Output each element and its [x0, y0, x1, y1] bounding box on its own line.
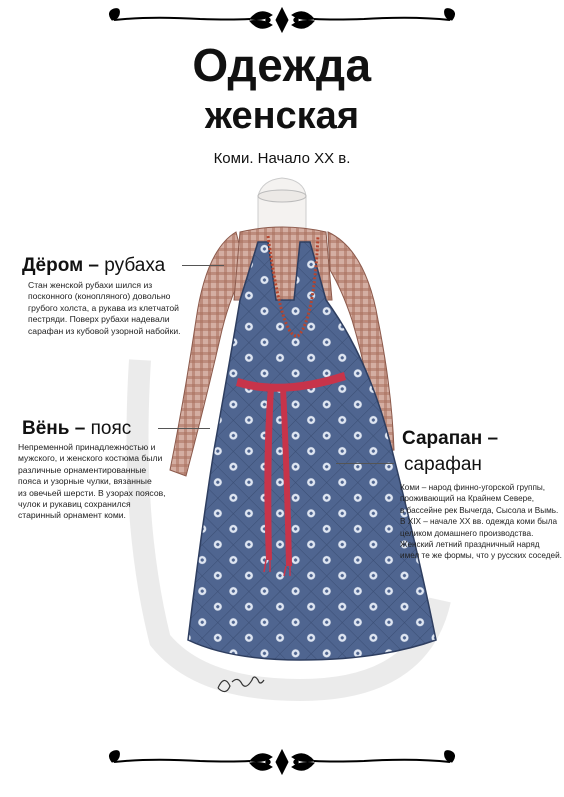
section-sarapan-heading [402, 428, 498, 450]
description-line: Коми – народ финно-угорской группы, [400, 483, 546, 492]
bottom-ornament-icon [109, 750, 454, 774]
description-line: Женский летний праздничный наряд [400, 540, 540, 550]
pointer-line-sarapan [336, 463, 394, 464]
description-line: грубого холста, а рукава из клетчатой [28, 302, 179, 313]
section-derom-meaning: рубаха [104, 255, 166, 276]
section-sarapan-term: Сарапан – [402, 428, 499, 449]
description-line: сарафан из кубовой узорной набойки. [28, 325, 181, 336]
description-line: имел те же формы, что у русских соседей. [400, 551, 562, 561]
description-line: пояса и узорные чулки, вязанные [18, 476, 152, 487]
section-derom-heading [22, 255, 165, 277]
pointer-line-derom [182, 265, 224, 266]
section-derom-term: Дёром [22, 255, 84, 276]
description-line: мужского, и женского костюма были [18, 453, 163, 464]
description-line: из овечьей шерсти. В узорах поясов, [18, 487, 166, 498]
section-ven-dash: – [74, 418, 86, 439]
description-line: старинный орнамент коми. [18, 510, 126, 521]
description-line: Стан женской рубахи шился из [28, 280, 153, 290]
description-line: чулок и рукавиц сохранился [18, 499, 131, 510]
dress-illustration [138, 178, 441, 690]
section-ven-term: Вёнь [22, 418, 70, 439]
top-ornament-icon [109, 8, 454, 32]
description-line: целиком домашнего производства. [400, 528, 534, 538]
description-line: проживающий на Крайнем Севере, [400, 494, 535, 504]
section-derom-description [28, 280, 198, 337]
section-ven-heading [22, 418, 131, 440]
description-line: различные орнаментированные [18, 464, 147, 475]
description-line: посконного (конопляного) довольно [28, 291, 171, 302]
pointer-line-ven [158, 428, 210, 429]
page-title-line2: женская [205, 95, 359, 137]
section-sarapan-meaning: сарафан [404, 454, 482, 475]
section-ven-meaning: пояс [90, 418, 132, 439]
section-sarapan-description [400, 482, 562, 562]
section-ven-description [18, 442, 188, 522]
description-line: пестряди. Поверх рубахи надевали [28, 314, 170, 325]
page-subtitle: Коми. Начало XX в. [213, 150, 351, 167]
section-derom-dash: – [88, 255, 99, 276]
description-line: в бассейне рек Вычегда, Сысола и Вымь. [400, 505, 559, 515]
description-line: Непременной принадлежностью и [18, 442, 156, 452]
page-title-line1: Одежда [192, 39, 372, 91]
description-line: В XIX – начале XX вв. одежда коми была [400, 517, 558, 527]
